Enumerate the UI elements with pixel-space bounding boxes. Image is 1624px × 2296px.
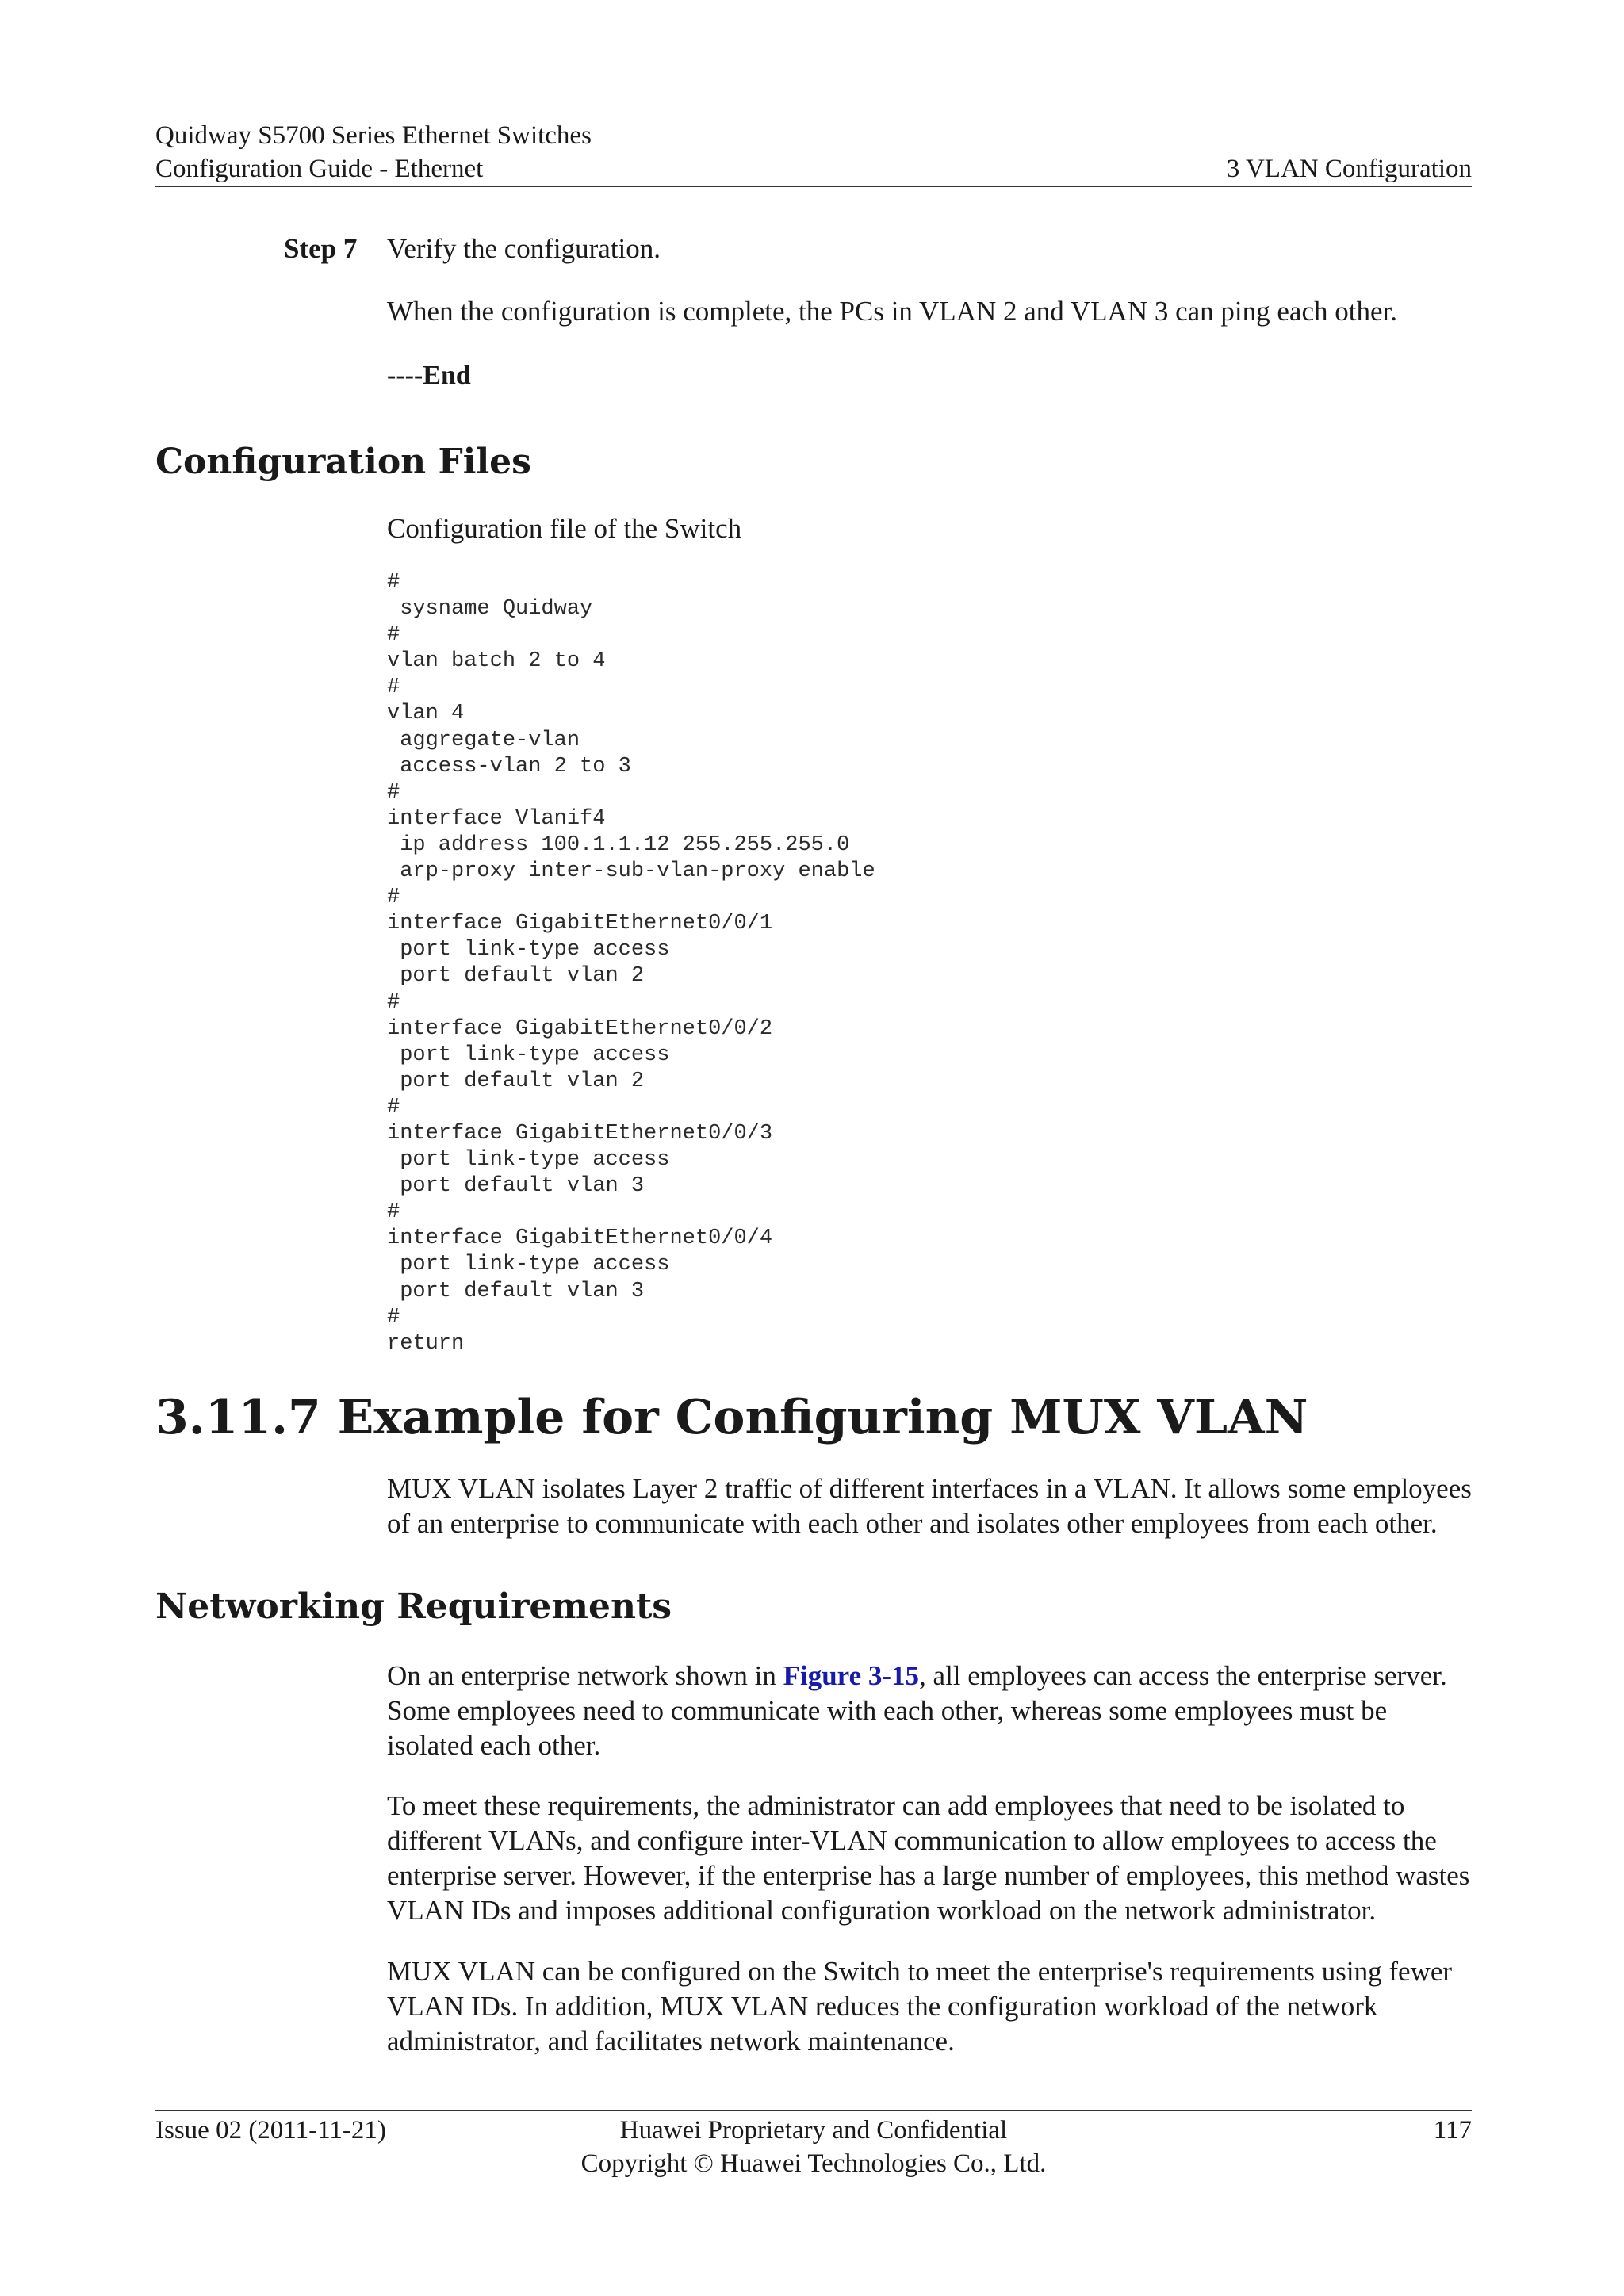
section-intro: MUX VLAN isolates Layer 2 traffic of different interfaces in a VLAN. It allows some employees of an enterprise to communicate with each other and isolates other employees from each other. xyxy=(387,1473,1472,1539)
networking-p1-before: On an enterprise network shown in xyxy=(387,1660,783,1691)
page-footer xyxy=(155,2110,1472,2178)
page-header xyxy=(155,119,1472,187)
header-product: Quidway S5700 Series Ethernet Switches xyxy=(155,121,592,150)
section-title: 3.11.7 Example for Configuring MUX VLAN xyxy=(155,1390,1308,1445)
footer-issue: Issue 02 (2011-11-21) xyxy=(155,2116,386,2145)
config-files-intro: Configuration file of the Switch xyxy=(387,513,742,544)
step-label: Step 7 xyxy=(284,233,358,264)
end-mark: ----End xyxy=(387,361,471,390)
networking-para-2: To meet these requirements, the administrator can add employees that need to be isolated to different VLANs, and configure inter-VLAN communication to allow employees to access the enterprise server. However, if the enterprise has a large number of employees, this method wastes VLAN IDs and imposes additional configuration workload on the network administrator. xyxy=(387,1790,1470,1926)
header-left xyxy=(155,119,592,186)
step-detail: When the configuration is complete, the PCs in VLAN 2 and VLAN 3 can ping each other. xyxy=(387,296,1397,327)
footer-proprietary: Huawei Proprietary and Confidential xyxy=(619,2116,1008,2145)
config-code-block: # sysname Quidway # vlan batch 2 to 4 # vlan 4 aggregate-vlan access-vlan 2 to 3 # interface Vlanif4 ip address 100.1.1.12 255.255.255.0 arp-proxy inter-sub-vlan-proxy enable # interface GigabitEthernet0/0/1 port link-type access port default vlan 2 # interface GigabitEthernet0/0/2 port link-type access port default vlan 2 # interface GigabitEthernet0/0/3 port link-type access port default vlan 3 # interface GigabitEthernet0/0/4 port link-type access port default vlan 3 # return xyxy=(387,571,875,1356)
figure-3-15-link[interactable]: Figure 3-15 xyxy=(783,1660,920,1691)
networking-p1-after: , all employees can access the enterprise server. Some employees need to communicate with each other, whereas some employees must be isolated each other. xyxy=(387,1660,1447,1761)
step-text: Verify the configuration. xyxy=(387,233,661,264)
config-files-heading: Configuration Files xyxy=(155,442,531,482)
footer-center xyxy=(155,2114,1472,2180)
footer-copyright: Copyright © Huawei Technologies Co., Ltd. xyxy=(580,2149,1047,2178)
networking-heading: Networking Requirements xyxy=(155,1586,672,1627)
networking-para-1 xyxy=(387,1659,1472,1763)
footer-page-number: 117 xyxy=(1433,2116,1472,2145)
header-chapter: 3 VLAN Configuration xyxy=(1226,155,1472,183)
networking-para-3: MUX VLAN can be configured on the Switch to meet the enterprise's requirements using fewer VLAN IDs. In addition, MUX VLAN reduces the configuration workload of the network administrator, and facilitates network maintenance. xyxy=(387,1956,1453,2057)
header-guide: Configuration Guide - Ethernet xyxy=(155,155,484,183)
